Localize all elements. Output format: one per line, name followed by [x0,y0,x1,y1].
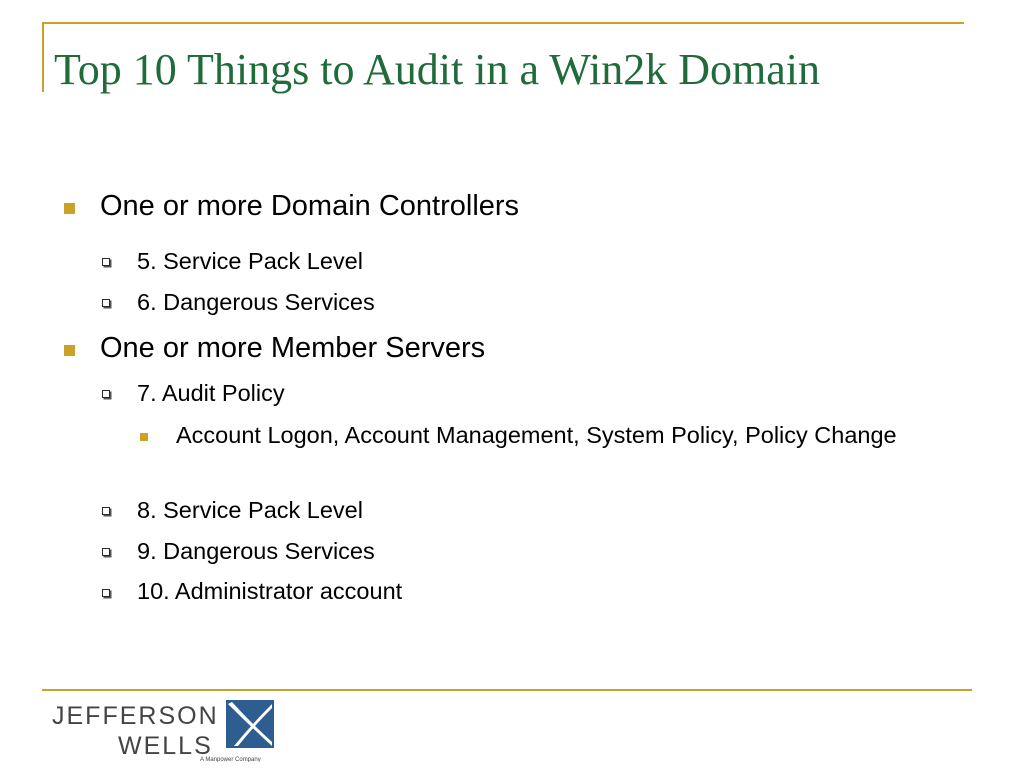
small-square-bullet-icon [140,433,148,441]
bullet-member-servers: One or more Member Servers [100,332,486,364]
logo-tagline-text: A Manpower Company [200,757,261,762]
sub-bullet-dangerous-services-9: 9. Dangerous Services [137,538,375,564]
logo-line2-text: WELLS [118,732,213,760]
hollow-square-bullet-icon [102,507,110,515]
top-rule [42,22,964,24]
hollow-square-bullet-icon [102,548,110,556]
square-bullet-icon [64,345,75,356]
left-rule [42,22,44,92]
sub-sub-bullet-audit-categories: Account Logon, Account Management, System Policy, Policy Change [176,422,897,448]
square-bullet-icon [64,203,75,214]
hollow-square-bullet-icon [102,299,110,307]
sub-bullet-service-pack-8: 8. Service Pack Level [137,497,363,523]
hollow-square-bullet-icon [102,258,110,266]
bullet-domain-controllers: One or more Domain Controllers [100,190,520,222]
hollow-square-bullet-icon [102,589,110,597]
slide-title: Top 10 Things to Audit in a Win2k Domain [54,45,820,94]
sub-bullet-administrator-account-10: 10. Administrator account [137,578,403,604]
jefferson-wells-logo [50,696,290,762]
sub-bullet-service-pack-5: 5. Service Pack Level [137,248,363,274]
sub-bullet-audit-policy-7: 7. Audit Policy [137,380,285,406]
footer-rule [42,689,972,691]
hollow-square-bullet-icon [102,390,110,398]
logo-line1-text: JEFFERSON [52,702,219,730]
sub-bullet-dangerous-services-6: 6. Dangerous Services [137,289,375,315]
